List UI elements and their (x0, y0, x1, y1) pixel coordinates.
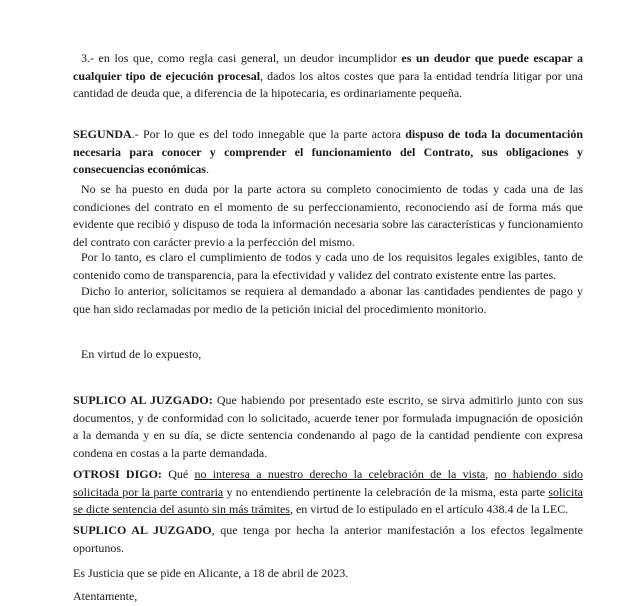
paragraph-sign-off (73, 588, 583, 606)
paragraph-text: , (485, 467, 495, 481)
section-heading-suplico: SUPLICO AL JUZGADO: (73, 393, 213, 407)
paragraph-text: Es Justicia que se pide en Alicante, a 18 de abril de 2023. (73, 566, 349, 580)
paragraph-text: En virtud de lo expuesto, (81, 347, 202, 361)
paragraph-text: Atentamente, (73, 589, 138, 603)
paragraph-requirements (73, 249, 583, 284)
paragraph-request-payment (73, 283, 583, 318)
paragraph-otrosi-digo (73, 466, 583, 519)
bold-emphasis: dispuso de toda la documentación necesaria para conocer y comprender el funcionamiento del Contrato, sus obligaciones y consecuencias económicas (73, 127, 583, 176)
paragraph-text: Qué (161, 467, 195, 481)
underlined-emphasis: no interesa a nuestro derecho la celebración de la vista (194, 467, 486, 481)
underlined-emphasis: no habiendo sido solicitada por la parte contraria (73, 467, 584, 499)
paragraph-text: y no entendiendo pertinente la celebración de la misma, esta parte (223, 484, 549, 499)
section-heading-otrosi: OTROSI DIGO: (73, 467, 162, 481)
paragraph-text: Que habiendo por presentado este escrito, se sirva admitirlo junto con sus documentos, y de conformidad con lo solicitado, acuerde tener por formulada impugnación de oposición a la demanda y en su día, se dicte sentencia condenando al pago de la cantidad pendiente con expresa condena en costas a la parte demandada. (73, 393, 583, 460)
paragraph-text: , dados los altos costes que para la entidad tendría litigar por una cantidad de deuda que, a diferencia de la hipotecaria, es ordinariamente pequeña. (73, 68, 583, 100)
paragraph-knowledge (73, 181, 583, 251)
paragraph-en-virtud (73, 346, 583, 364)
paragraph-suplico-2 (73, 522, 583, 557)
paragraph-text: .- Por lo que es del todo innegable que la parte actora (131, 127, 406, 141)
paragraph-debtor-enforcement (73, 50, 583, 103)
section-heading-segunda: SEGUNDA (73, 127, 132, 141)
paragraph-text: , que tenga por hecha la anterior manifestación a los efectos legalmente oportunos. (73, 523, 583, 555)
paragraph-text: Dicho lo anterior, solicitamos se requiera al demandado a abonar las cantidades pendientes de pago y que han sido reclamadas por medio de la petición inicial del procedimiento monitorio. (73, 284, 583, 316)
paragraph-text: . (205, 162, 209, 176)
paragraph-text: 3.- en los que, como regla casi general, un deudor incumplidor (81, 51, 402, 65)
underlined-emphasis: solicita se dicte sentencia del asunto sin más trámites (73, 484, 584, 516)
section-heading-suplico: SUPLICO AL JUZGADO (73, 523, 212, 537)
paragraph-segunda (73, 126, 583, 179)
paragraph-text: No se ha puesto en duda por la parte actora su completo conocimiento de todas y cada una de las condiciones del contrato en el momento de su perfeccionamiento, reconociendo así de forma más que evidente que recibió y dispuso de toda la información necesaria sobre las características y funcionamiento del contrato con carácter previo a la perfección del mismo. (73, 182, 583, 249)
paragraph-text: Por lo tanto, es claro el cumplimiento de todos y cada uno de los requisitos legales exigibles, tanto de contenido como de transparencia, para la efectividad y validez del contrato existente entre las partes. (73, 250, 583, 282)
paragraph-closing-place-date (73, 565, 583, 583)
paragraph-text: , en virtud de lo estipulado en el artículo 438.4 de la LEC. (289, 502, 569, 516)
paragraph-suplico-1 (73, 392, 583, 462)
bold-emphasis: es un deudor que puede escapar a cualquier tipo de ejecución procesal (73, 51, 583, 83)
